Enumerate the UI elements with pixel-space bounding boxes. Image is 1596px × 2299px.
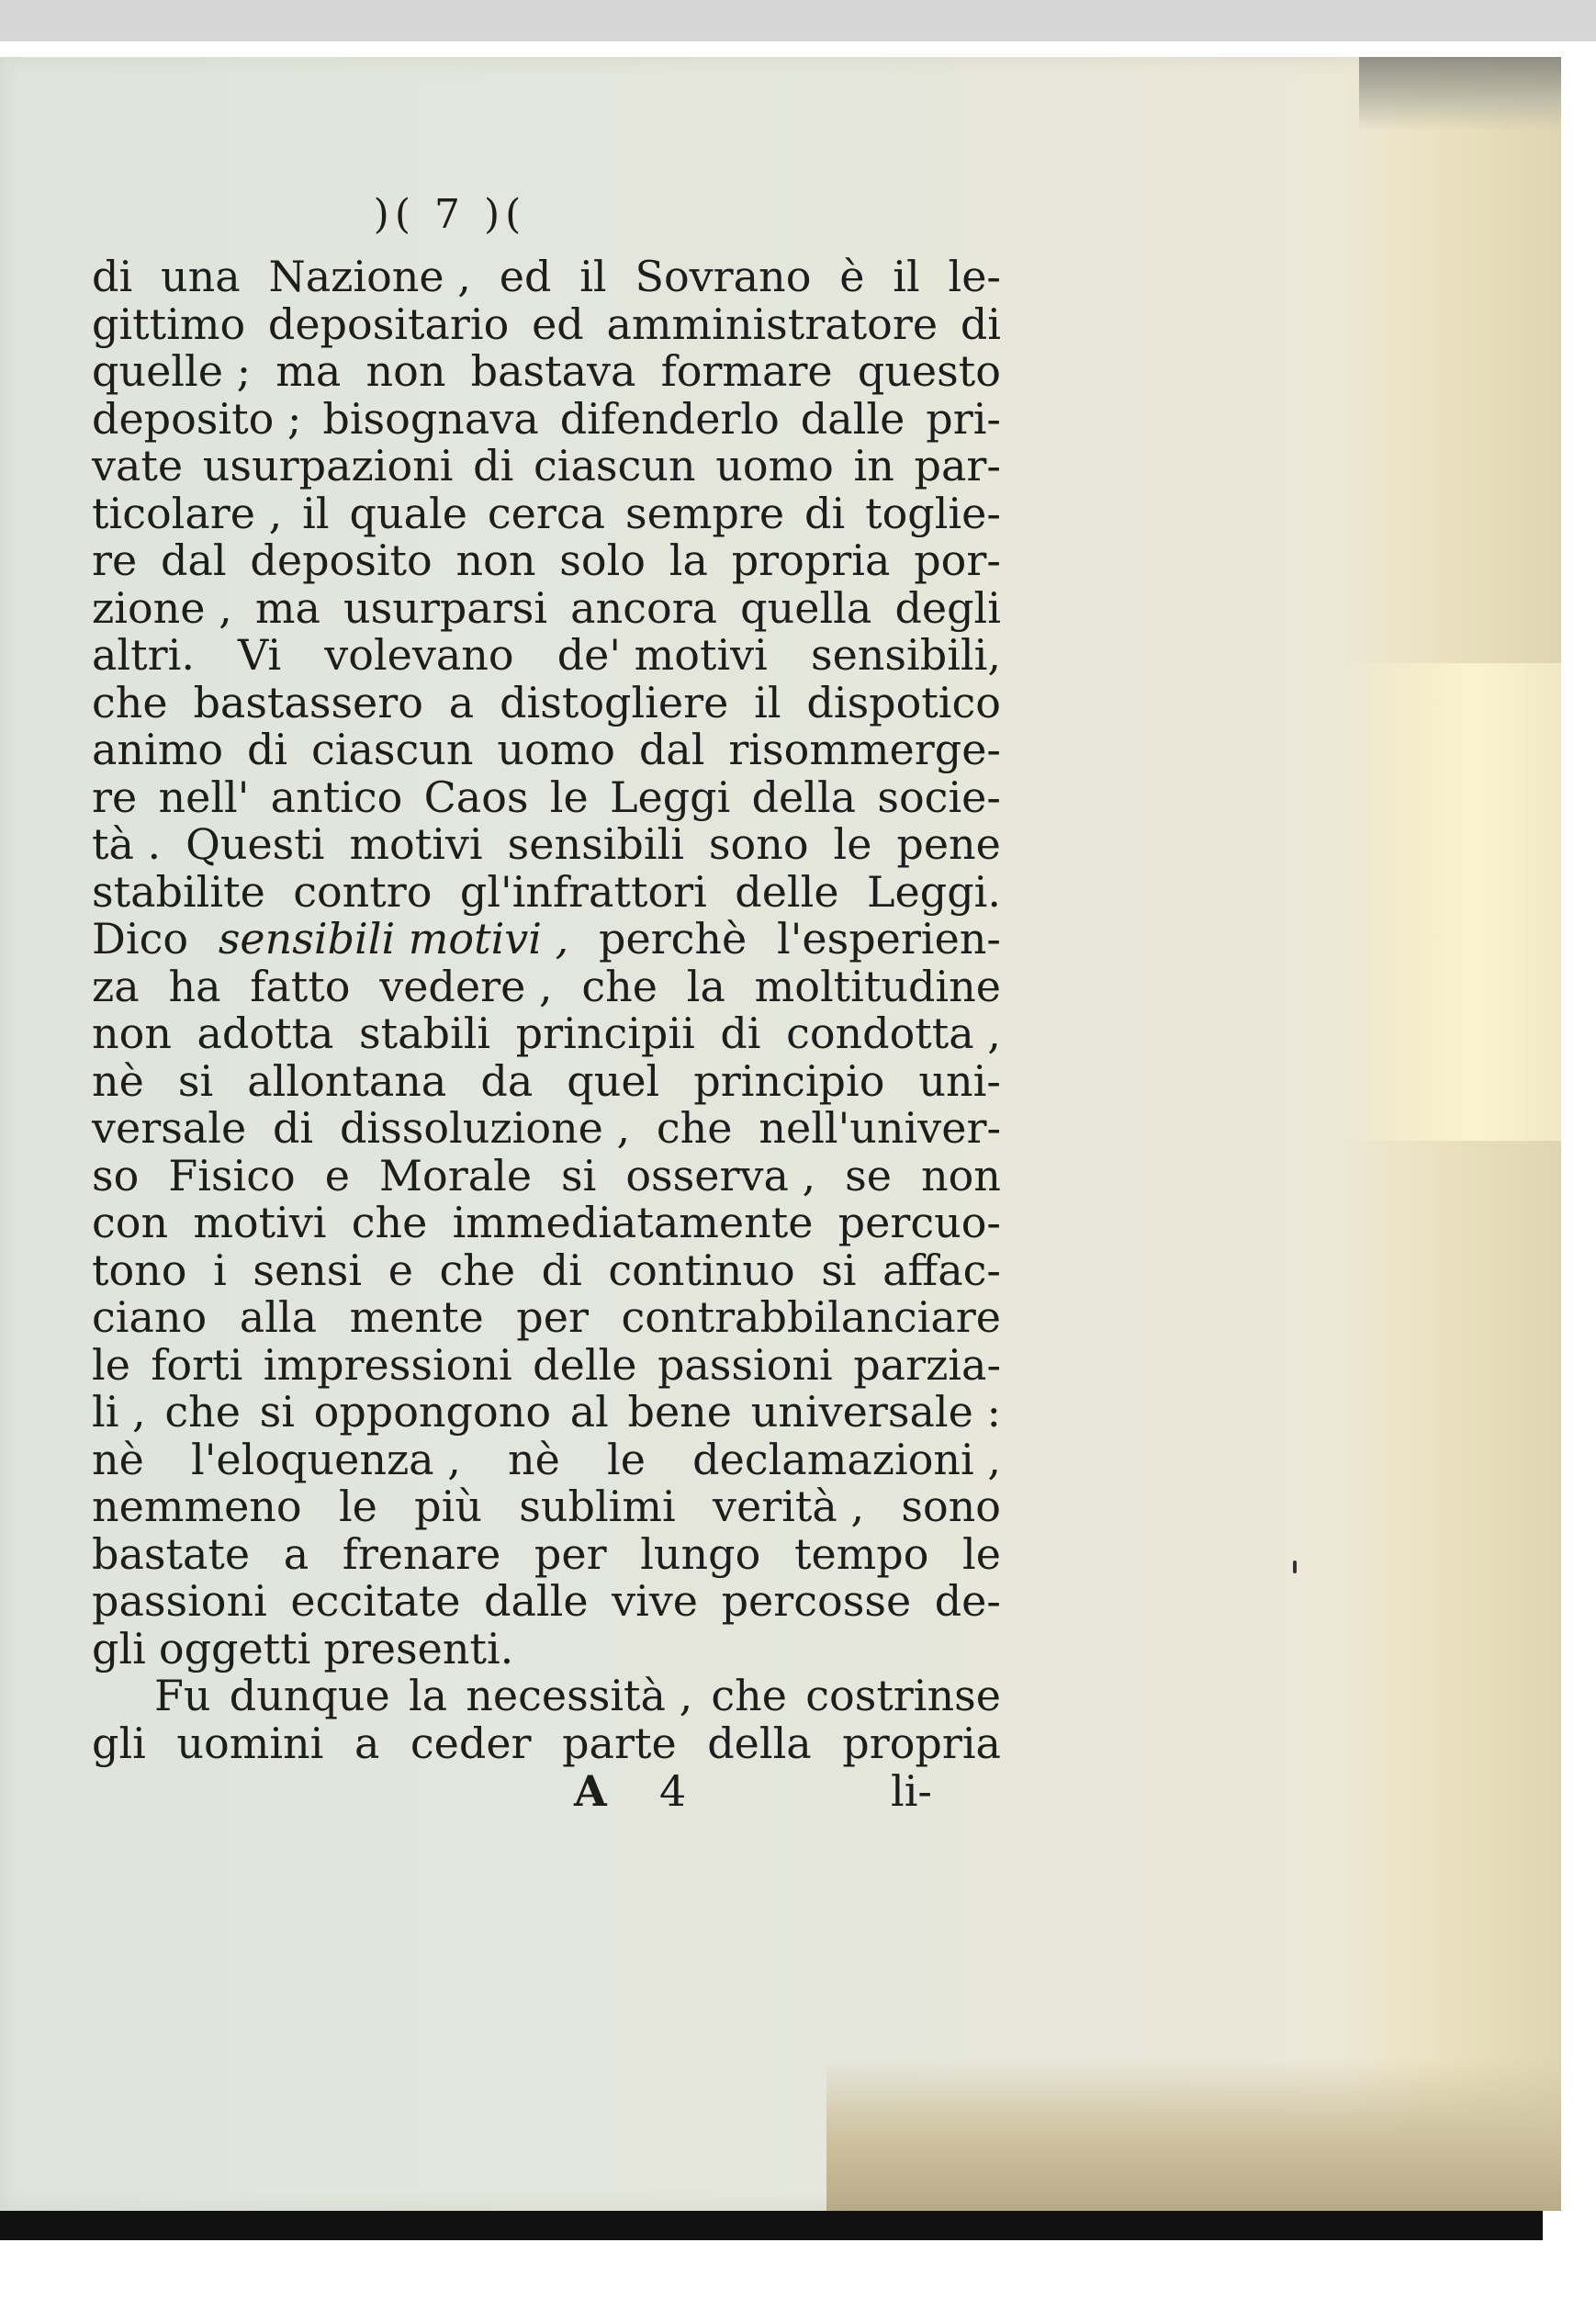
text-word: la <box>686 961 725 1011</box>
text-word: animo <box>92 725 224 774</box>
text-word: una <box>160 252 241 301</box>
text-line <box>92 1200 1001 1247</box>
text-word: parte <box>562 1718 677 1768</box>
text-word: adotta <box>197 1009 334 1058</box>
text-word: percosse <box>721 1576 912 1626</box>
text-word: a <box>283 1528 309 1579</box>
text-word: quel <box>567 1055 660 1106</box>
text-word: uomini <box>176 1718 324 1768</box>
text-word: lungo <box>640 1528 761 1579</box>
text-word: in <box>853 441 894 490</box>
text-word: oppongono <box>313 1387 552 1437</box>
text-word: e <box>324 1150 350 1200</box>
text-word: principii <box>515 1009 695 1058</box>
text-word: di <box>473 441 514 490</box>
text-word: frenare <box>342 1528 501 1579</box>
text-word: nè <box>92 1055 144 1106</box>
text-line <box>92 1339 1001 1390</box>
text-word: tono <box>92 1245 187 1295</box>
text-word: che <box>711 1671 788 1720</box>
text-word: il <box>893 252 920 301</box>
text-word: per <box>534 1528 607 1579</box>
text-word: forti <box>151 1339 243 1390</box>
text-word: Morale <box>378 1150 533 1200</box>
text-word: nell' <box>158 772 250 822</box>
text-word: bastassero <box>193 677 423 727</box>
text-word: Fisico <box>168 1150 296 1200</box>
text-word: bene <box>627 1387 733 1437</box>
text-word: uomo <box>715 441 834 490</box>
page-top-corner-shadow <box>1359 57 1561 130</box>
text-word: necessità , <box>466 1671 693 1720</box>
text-word: di <box>960 299 1001 349</box>
text-lines <box>92 254 1010 1767</box>
text-word: deposito ; <box>92 393 302 444</box>
text-word: fatto <box>250 961 351 1011</box>
text-word: le- <box>948 252 1001 301</box>
text-word: a <box>354 1718 380 1768</box>
text-word: contro <box>293 866 433 917</box>
text-word: l'esperien- <box>777 914 1001 964</box>
text-word: dalle <box>800 393 905 444</box>
text-word: li , <box>92 1387 146 1437</box>
text-word: per <box>516 1292 589 1342</box>
text-word: Fu <box>154 1671 211 1720</box>
text-word: al <box>569 1387 609 1437</box>
text-word: a <box>448 677 475 727</box>
text-word: dal <box>638 725 705 774</box>
text-word: l'eloquenza , <box>191 1434 461 1484</box>
text-word: uni- <box>918 1055 1001 1106</box>
text-word: sensibili motivi , <box>218 914 569 964</box>
text-word: altri. <box>92 630 195 680</box>
text-word: contrabbilanciare <box>621 1292 1001 1342</box>
text-word: versale <box>92 1103 247 1153</box>
text-word: gittimo <box>92 299 246 349</box>
text-word: usurparsi <box>343 582 548 633</box>
text-word: che <box>439 1245 516 1295</box>
signature-line <box>92 1767 1001 1815</box>
text-word: ciascun <box>310 725 474 774</box>
text-word: socie- <box>877 772 1001 822</box>
text-line <box>92 582 1001 633</box>
text-line <box>92 1623 1001 1674</box>
text-word: eccitate <box>290 1576 461 1626</box>
text-word: degli <box>894 582 1001 633</box>
text-line <box>92 1434 1001 1484</box>
text-word: non <box>92 1009 172 1058</box>
text-word: sensi <box>253 1245 363 1295</box>
text-line <box>92 1483 1001 1531</box>
text-line <box>92 1389 1001 1437</box>
text-word: si <box>561 1150 597 1200</box>
text-word: osserva , <box>625 1150 816 1200</box>
page-text <box>92 191 1010 1815</box>
text-word: bastate <box>92 1528 251 1579</box>
text-word: ciano <box>92 1292 208 1342</box>
text-line <box>92 1528 1001 1579</box>
text-word: nè <box>508 1434 560 1484</box>
text-word: le <box>962 1528 1001 1579</box>
text-word: quale <box>349 488 467 538</box>
text-word: della <box>707 1718 812 1768</box>
text-word: nemmeno <box>92 1482 302 1531</box>
text-line <box>92 1294 1001 1342</box>
text-word: bisognava <box>322 393 539 444</box>
text-word: le <box>607 1434 646 1484</box>
text-word: nè <box>92 1434 144 1484</box>
text-word: dissoluzione , <box>339 1103 631 1153</box>
text-word: parzia- <box>853 1339 1001 1390</box>
text-word: Nazione , <box>268 252 471 301</box>
text-word: allontana <box>247 1055 447 1106</box>
text-word: se <box>845 1150 892 1200</box>
text-word: il <box>754 677 781 727</box>
text-word: distogliere <box>500 677 729 727</box>
text-word: za <box>92 961 140 1011</box>
text-line <box>92 393 1001 444</box>
text-word: uomo <box>497 725 615 774</box>
text-word: passioni <box>92 1576 267 1626</box>
text-word: presenti. <box>323 1623 514 1674</box>
text-line <box>92 632 1001 680</box>
ink-speck <box>1293 1561 1297 1573</box>
text-word: che <box>351 1198 428 1247</box>
text-word: sublimi <box>519 1482 676 1531</box>
text-word: verità , <box>713 1482 865 1531</box>
text-line <box>92 1247 1001 1295</box>
text-word: toglie- <box>865 488 1001 538</box>
text-word: Leggi <box>609 772 731 822</box>
text-word: difenderlo <box>559 393 780 444</box>
text-word: di <box>92 252 133 301</box>
text-word: non <box>455 535 536 585</box>
text-word: delle <box>533 1339 637 1390</box>
text-word: ancora <box>570 582 718 633</box>
text-word: le <box>549 772 589 822</box>
text-word: motivi <box>349 819 483 869</box>
text-word: gl'infrattori <box>459 866 707 917</box>
text-word: di <box>541 1245 582 1295</box>
text-word: le <box>833 819 872 869</box>
text-word: ma <box>275 346 342 396</box>
text-word: percuo- <box>837 1198 1001 1247</box>
text-word: so <box>92 1150 140 1200</box>
text-line <box>92 774 1001 822</box>
text-word: si <box>821 1245 857 1295</box>
text-word: e <box>388 1245 413 1295</box>
text-word: ceder <box>410 1718 532 1768</box>
text-word: è <box>839 252 865 301</box>
text-word: perchè <box>599 914 747 964</box>
text-word: risommerge- <box>728 725 1001 774</box>
text-word: di <box>246 725 288 774</box>
text-word: di <box>272 1103 314 1153</box>
signature-number: 4 <box>659 1766 687 1816</box>
text-word: la <box>408 1671 448 1720</box>
text-word: stabili <box>359 1009 491 1058</box>
text-word: il <box>579 252 607 301</box>
text-word: sensibili <box>507 819 684 869</box>
text-word: universale : <box>750 1387 1001 1437</box>
text-word: quelle ; <box>92 346 252 396</box>
text-word: zione , <box>92 582 232 633</box>
text-word: impressioni <box>263 1339 512 1390</box>
text-word: pene <box>896 819 1001 869</box>
text-word: non <box>920 1150 1001 1200</box>
text-word: condotta , <box>786 1009 1001 1058</box>
text-line <box>92 866 1001 917</box>
text-word: tà . <box>92 819 162 869</box>
text-line <box>92 1105 1001 1153</box>
text-word: motivi <box>193 1198 327 1247</box>
text-line <box>92 537 1001 585</box>
text-word: che <box>656 1103 733 1153</box>
text-word: mente <box>349 1292 484 1342</box>
text-word: affac- <box>882 1245 1001 1295</box>
text-word: sempre <box>624 488 785 538</box>
text-word: por- <box>914 535 1001 585</box>
text-word: dispotico <box>806 677 1001 727</box>
text-word: deposito <box>250 535 433 585</box>
text-word: solo <box>559 535 646 585</box>
text-word: par- <box>914 441 1001 490</box>
text-word: immediatamente <box>452 1198 814 1247</box>
text-word: Sovrano <box>635 252 812 301</box>
text-word: ticolare , <box>92 488 283 538</box>
text-word: dalle <box>484 1576 589 1626</box>
text-word: ma <box>254 582 320 633</box>
text-word: nell'univer- <box>759 1103 1001 1153</box>
text-word: cerca <box>487 488 606 538</box>
text-word: delle <box>735 866 839 917</box>
text-word: vate <box>92 441 184 490</box>
text-line <box>92 301 1001 349</box>
text-word: principio <box>693 1055 885 1106</box>
text-word: Dico <box>92 914 189 964</box>
text-word: il <box>302 488 330 538</box>
text-word: stabilite <box>92 866 265 917</box>
text-word: Caos <box>423 772 529 822</box>
text-word: gli <box>92 1718 146 1768</box>
text-word: si <box>259 1387 295 1437</box>
text-word: sono <box>708 819 809 869</box>
text-word: che <box>92 677 168 727</box>
text-line <box>92 961 1001 1011</box>
text-word: de' motivi <box>556 630 768 680</box>
text-word: i <box>213 1245 227 1295</box>
text-line <box>92 254 1001 301</box>
text-word: Leggi. <box>866 866 1001 917</box>
text-word: declamazioni , <box>692 1434 1001 1484</box>
text-line <box>92 1578 1001 1626</box>
text-word: quella <box>740 582 872 633</box>
text-word: vive <box>612 1576 699 1626</box>
text-word: da <box>480 1055 534 1106</box>
text-word: più <box>414 1482 482 1531</box>
text-word: re <box>92 535 138 585</box>
text-line <box>92 1150 1001 1200</box>
text-word: non <box>365 346 446 396</box>
text-word: amministratore <box>606 299 938 349</box>
text-line <box>92 821 1001 869</box>
text-word: vedere , <box>379 961 553 1011</box>
text-line <box>92 727 1001 774</box>
text-word: antico <box>270 772 403 822</box>
text-word: ha <box>168 961 221 1011</box>
text-word: le <box>92 1339 130 1390</box>
text-word: Questi <box>185 819 325 869</box>
text-word: sensibili, <box>810 630 1001 680</box>
catchword: li- <box>891 1766 932 1816</box>
text-line <box>92 677 1001 727</box>
text-line <box>92 1010 1001 1058</box>
text-line <box>92 916 1001 964</box>
text-line <box>92 348 1001 396</box>
page-edge-discoloration <box>1341 57 1561 2151</box>
text-word: re <box>92 772 138 822</box>
text-word: pri- <box>926 393 1001 444</box>
page-number: )( 7 )( <box>373 191 527 238</box>
text-word: alla <box>239 1292 318 1342</box>
text-word: bastava <box>470 346 636 396</box>
text-word: le <box>338 1482 377 1531</box>
text-word: della <box>751 772 857 822</box>
text-word: dal <box>161 535 227 585</box>
text-word: questo <box>857 346 1001 396</box>
text-word: ed <box>532 299 584 349</box>
text-line <box>92 443 1001 490</box>
text-word: ciascun <box>534 441 696 490</box>
text-word: la <box>669 535 708 585</box>
text-word: propria <box>731 535 891 585</box>
scanner-bottom-strip <box>0 2211 1543 2240</box>
text-line <box>92 1720 1001 1768</box>
text-word: depositario <box>267 299 510 349</box>
text-word: di <box>804 488 846 538</box>
text-line <box>92 1055 1001 1106</box>
text-word: costrinse <box>805 1671 1001 1720</box>
text-word: continuo <box>608 1245 795 1295</box>
page-bottom-edge-shadow <box>826 2059 1561 2211</box>
text-word: formare <box>660 346 833 396</box>
text-word: gli <box>92 1623 146 1674</box>
text-word: oggetti <box>158 1623 311 1674</box>
text-word: di <box>720 1009 761 1058</box>
text-word: passioni <box>657 1339 833 1390</box>
text-word: usurpazioni <box>202 441 454 490</box>
text-word: Vi <box>238 630 282 680</box>
text-word: ed <box>499 252 552 301</box>
text-line <box>92 1673 1001 1720</box>
text-word: dunque <box>229 1671 390 1720</box>
text-word: che <box>164 1387 241 1437</box>
text-word: moltitudine <box>754 961 1001 1011</box>
text-word: tempo <box>793 1528 929 1579</box>
text-word: con <box>92 1198 169 1247</box>
text-word: propria <box>842 1718 1001 1768</box>
text-word: si <box>177 1055 214 1106</box>
signature-mark: A <box>574 1766 607 1816</box>
text-word: volevano <box>324 630 514 680</box>
text-word: sono <box>901 1482 1001 1531</box>
text-line <box>92 490 1001 538</box>
text-word: de- <box>934 1576 1001 1626</box>
text-word: che <box>581 961 658 1011</box>
